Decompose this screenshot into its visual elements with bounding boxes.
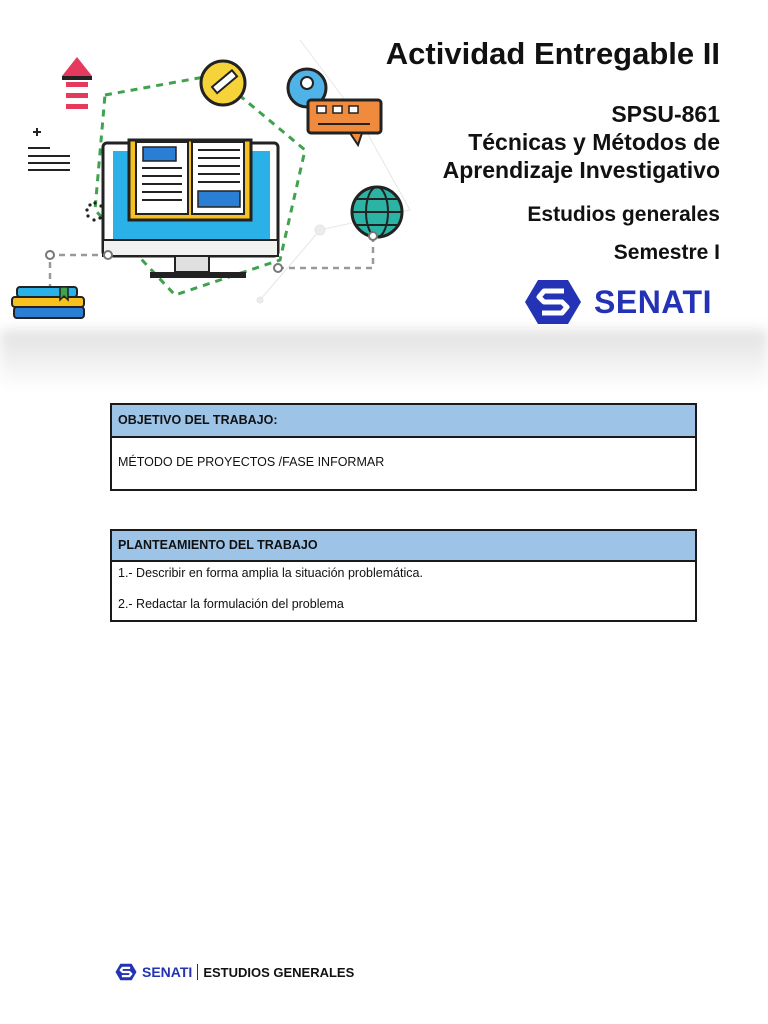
pencil-icon [201, 61, 245, 105]
program-name: Estudios generales [527, 203, 720, 226]
title-block [386, 34, 720, 266]
text-lines-icon [28, 128, 70, 170]
footer-logo-text: SENATI [142, 964, 193, 980]
footer-label: ESTUDIOS GENERALES [203, 964, 355, 980]
list-item: 2.- Redactar la formulación del problema [118, 597, 344, 611]
education-illustration [0, 0, 420, 340]
course-name-line2: Aprendizaje Investigativo [442, 157, 720, 183]
planteamiento-table [110, 529, 697, 622]
senati-logo-text: SENATI [594, 283, 712, 320]
senati-emblem-icon [115, 963, 137, 981]
course-code: SPSU-861 [611, 101, 720, 127]
senati-logo [524, 278, 712, 326]
footer [115, 963, 354, 981]
objetivo-table [110, 403, 697, 491]
footer-divider [197, 964, 198, 980]
upload-arrow-icon [62, 57, 92, 109]
planteamiento-heading: PLANTEAMIENTO DEL TRABAJO [112, 531, 695, 562]
header-banner [0, 0, 768, 360]
planteamiento-body [112, 562, 695, 620]
senati-emblem-icon [524, 278, 582, 326]
course-name-line1: Técnicas y Métodos de [468, 129, 720, 155]
objetivo-heading: OBJETIVO DEL TRABAJO: [112, 405, 695, 438]
semester-label: Semestre I [613, 241, 720, 264]
books-stack-icon [12, 287, 84, 318]
list-item: 1.- Describir en forma amplia la situación problemática. [118, 566, 423, 580]
open-book-icon [129, 140, 251, 220]
page-title: Actividad Entregable II [385, 36, 720, 71]
objetivo-text: MÉTODO DE PROYECTOS /FASE INFORMAR [118, 455, 385, 469]
